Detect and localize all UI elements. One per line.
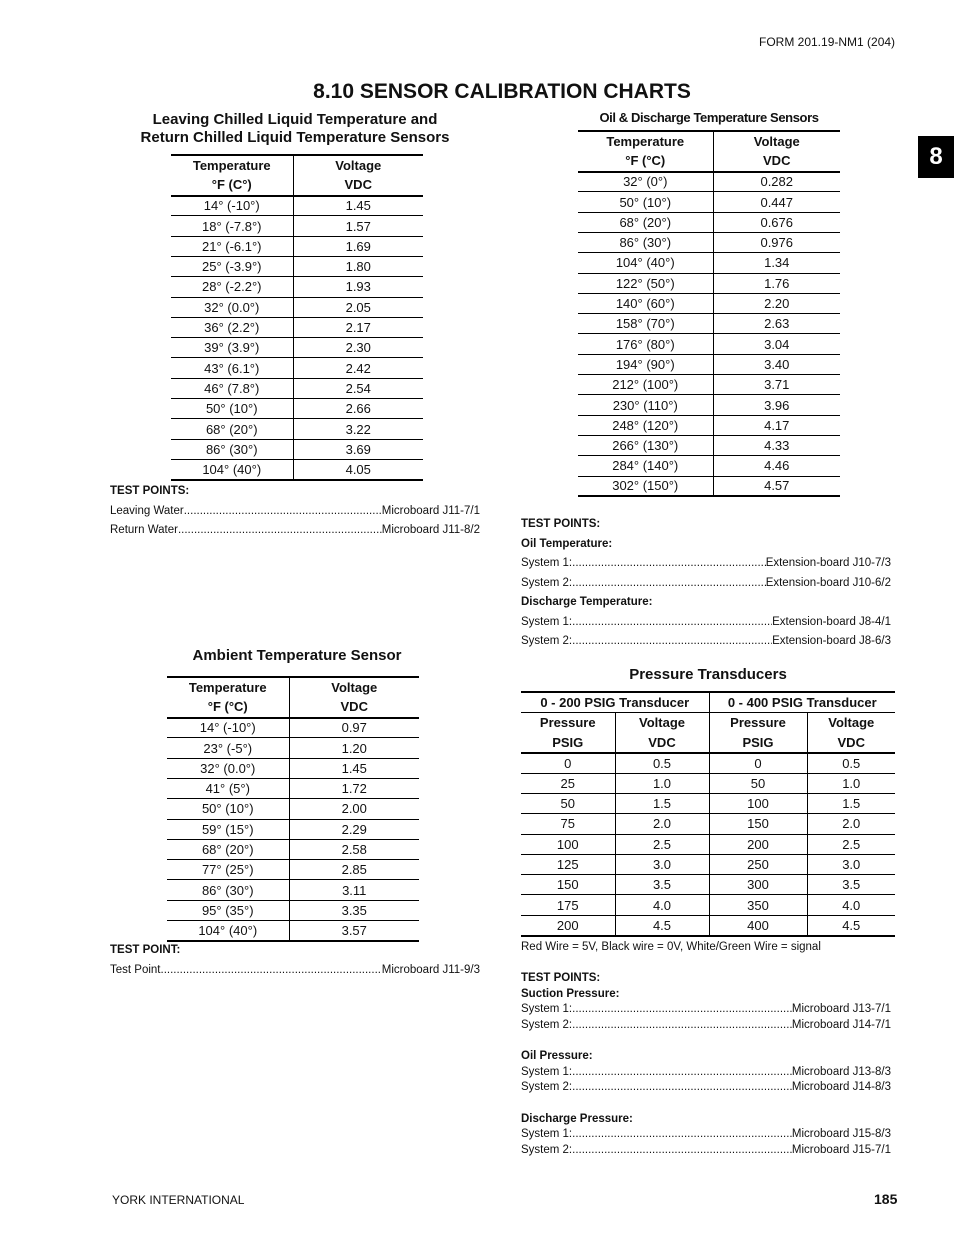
test-point-label: System 2: [521,635,573,647]
header-cell: PSIG [521,733,615,753]
table-cell: 21° (-6.1°) [171,236,293,256]
header-cell: Voltage [828,715,875,731]
test-point-label: System 2: [521,576,573,589]
test-point-label: Leaving Water [110,504,184,517]
table-row [171,459,423,479]
table-cell: 100 [709,793,807,813]
table-cell: 250 [709,854,807,874]
table-row [578,192,840,212]
group-label: Discharge Pressure: [521,1112,633,1125]
header-cell: VDC [713,151,840,171]
table-cell: 1.80 [293,256,423,276]
leaving-heading [110,111,480,147]
table-cell: 39° (3.9°) [171,338,293,358]
table-row [167,880,419,900]
table-cell: 3.69 [293,439,423,459]
table-cell: 2.0 [807,814,895,834]
group-label: Oil Pressure: [521,1050,593,1062]
table-cell: 0 [709,753,807,773]
group-header: 0 - 200 PSIG Transducer [521,692,709,712]
test-point-value: Microboard J13-7/1 [791,1003,891,1015]
test-point-value: Extension-board J10-6/2 [765,576,891,589]
header-cell: Temperature [171,155,293,175]
table-row [521,915,895,935]
table-cell: 1.5 [615,793,709,813]
header-cell: °F (°C) [167,697,289,717]
table-cell: 2.66 [293,399,423,419]
test-point-row [110,961,480,981]
header-cell: Voltage [293,155,423,175]
header-cell: VDC [615,733,709,753]
table-row [167,738,419,758]
table-cell: 0.447 [713,192,840,212]
pressure-group [521,987,891,1034]
table-cell: 1.93 [293,277,423,297]
test-point-value: Microboard J14-7/1 [791,1018,891,1031]
header-cell: Voltage [615,712,709,732]
oil-discharge-heading: Oil & Discharge Temperature Sensors [599,110,819,125]
test-point-value: Extension-board J8-4/1 [772,615,891,628]
table-cell: 77° (25°) [167,860,289,880]
table-row [578,354,840,374]
table-cell: 2.17 [293,317,423,337]
table-cell: 2.5 [615,834,709,854]
test-point-row [521,1018,891,1034]
table-cell: 175 [521,895,615,915]
leaving-heading-line2: Return Chilled Liquid Temperature Sensors [140,129,450,146]
table-cell: 0.97 [289,718,419,738]
table-row [578,415,840,435]
table-cell: 2.30 [293,338,423,358]
table-cell: 4.46 [713,456,840,476]
test-point-value: Microboard J15-7/1 [791,1143,891,1156]
table-cell: 4.17 [713,415,840,435]
table-row [578,232,840,252]
table-cell: 41° (5°) [167,778,289,798]
table-row [167,758,419,778]
table-cell: 14° (-10°) [167,718,289,738]
table-cell: 4.33 [713,435,840,455]
header-cell: VDC [289,697,419,717]
leaving-table [171,154,423,481]
leaving-test-points [110,482,480,541]
table-cell: 3.96 [713,395,840,415]
test-point-label: System 1: [521,615,573,628]
table-cell: 3.5 [615,875,709,895]
table-cell: 0.676 [713,212,840,232]
table-cell: 2.54 [293,378,423,398]
test-point-row [521,554,891,574]
table-cell: 284° (140°) [578,456,713,476]
table-cell: 212° (100°) [578,375,713,395]
table-row [521,773,895,793]
table-cell: 3.40 [713,354,840,374]
table-row [167,799,419,819]
ambient-heading: Ambient Temperature Sensor [192,647,402,664]
header-cell: °F (°C) [578,151,713,171]
test-point-label: System 1: [521,1003,573,1015]
footer-company: YORK INTERNATIONAL [112,1193,245,1207]
table-cell: 1.0 [615,773,709,793]
table-row [521,854,895,874]
pressure-heading: Pressure Transducers [629,666,787,683]
table-cell: 2.29 [289,819,419,839]
ambient-test-point [110,941,480,980]
table-row [578,395,840,415]
test-point-row [521,632,891,652]
table-cell: 18° (-7.8°) [171,216,293,236]
table-row [578,314,840,334]
table-cell: 43° (6.1°) [171,358,293,378]
table-cell: 150 [709,814,807,834]
table-cell: 3.57 [289,921,419,941]
table-cell: 200 [521,915,615,935]
table-row [167,718,419,738]
table-cell: 1.0 [807,773,895,793]
table-row [578,293,840,313]
oil-discharge-test-points [521,515,891,652]
table-row [578,456,840,476]
pressure-group [521,1049,891,1096]
table-row [521,834,895,854]
table-row [167,860,419,880]
table-cell: 4.5 [615,915,709,935]
leaving-table-body [171,196,423,480]
table-row [521,793,895,813]
test-point-row [521,1080,891,1096]
table-cell: 176° (80°) [578,334,713,354]
test-point-label: System 1: [521,1065,573,1078]
wire-note: Red Wire = 5V, Black wire = 0V, White/Green Wire = signal [521,941,821,953]
oil-discharge-table [578,130,840,497]
table-cell: 1.20 [289,738,419,758]
table-cell: 2.42 [293,358,423,378]
table-cell: 104° (40°) [167,921,289,941]
table-row [171,338,423,358]
table-cell: 14° (-10°) [171,196,293,216]
test-point-row [521,1065,891,1081]
test-point-label: System 2: [521,1081,573,1093]
table-cell: 2.20 [713,293,840,313]
table-cell: 1.76 [713,273,840,293]
table-row [521,753,895,773]
table-cell: 140° (60°) [578,293,713,313]
test-point-row [110,521,480,541]
table-cell: 1.34 [713,253,840,273]
test-point-label: System 2: [521,1018,573,1031]
test-point-value: Microboard J11-8/2 [381,524,480,536]
table-row [171,297,423,317]
table-row [171,358,423,378]
ambient-table [167,676,419,942]
test-point-row [521,1143,891,1159]
table-row [171,439,423,459]
table-cell: 0.282 [713,172,840,192]
table-cell: 3.0 [807,854,895,874]
table-cell: 1.72 [289,778,419,798]
test-points-label: TEST POINTS: [521,972,601,984]
pressure-table-body [521,753,895,936]
table-row [167,921,419,941]
table-row [578,172,840,192]
table-row [578,253,840,273]
table-cell: 1.5 [807,793,895,813]
table-cell: 86° (30°) [171,439,293,459]
group-label: Suction Pressure: [521,987,620,1000]
table-cell: 2.63 [713,314,840,334]
table-cell: 25 [521,773,615,793]
table-cell: 230° (110°) [578,395,713,415]
table-cell: 3.5 [807,875,895,895]
table-cell: 36° (2.2°) [171,317,293,337]
table-cell: 3.0 [615,854,709,874]
page-title: 8.10 SENSOR CALIBRATION CHARTS [313,80,691,103]
table-row [171,216,423,236]
test-point-value: Extension-board J10-7/3 [765,557,891,569]
table-cell: 122° (50°) [578,273,713,293]
table-cell: 32° (0.0°) [171,297,293,317]
table-cell: 0 [521,753,615,773]
table-row [171,236,423,256]
table-cell: 266° (130°) [578,435,713,455]
table-cell: 194° (90°) [578,354,713,374]
table-row [521,875,895,895]
table-cell: 248° (120°) [578,415,713,435]
table-cell: 104° (40°) [578,253,713,273]
table-cell: 75 [521,814,615,834]
header-cell: Temperature [578,131,713,151]
table-cell: 86° (30°) [578,232,713,252]
test-point-row [521,1127,891,1143]
table-cell: 32° (0°) [578,172,713,192]
test-point-value: Microboard J13-8/3 [791,1065,891,1078]
table-cell: 158° (70°) [578,314,713,334]
table-cell: 104° (40°) [171,459,293,479]
header-cell: °F (C°) [171,175,293,195]
table-row [171,277,423,297]
table-cell: 0.5 [807,753,895,773]
test-point-value: Microboard J15-8/3 [791,1128,891,1140]
table-row [521,814,895,834]
table-row [578,375,840,395]
table-cell: 4.5 [807,915,895,935]
table-row [578,273,840,293]
table-cell: 68° (20°) [167,839,289,859]
test-point-label: System 1: [521,1128,573,1140]
table-row [167,839,419,859]
table-cell: 23° (-5°) [167,738,289,758]
table-cell: 1.45 [293,196,423,216]
table-cell: 0.976 [713,232,840,252]
table-cell: 3.22 [293,419,423,439]
table-row [578,334,840,354]
table-cell: 2.0 [615,814,709,834]
table-row [167,819,419,839]
table-cell: 4.05 [293,459,423,479]
table-cell: 4.57 [713,476,840,496]
table-cell: 302° (150°) [578,476,713,496]
table-row [171,317,423,337]
group-header: 0 - 400 PSIG Transducer [709,692,895,712]
table-cell: 1.45 [289,758,419,778]
table-cell: 2.00 [289,799,419,819]
table-cell: 25° (-3.9°) [171,256,293,276]
table-cell: 50 [521,793,615,813]
test-point-value: Microboard J14-8/3 [791,1081,891,1093]
test-point-row [521,574,891,594]
test-points-label: TEST POINTS: [110,485,190,497]
test-point-row [110,502,480,522]
table-cell: 50° (10°) [171,399,293,419]
form-id: FORM 201.19-NM1 (204) [759,35,896,49]
header-cell: Voltage [289,677,419,697]
table-row [171,256,423,276]
table-cell: 300 [709,875,807,895]
test-point-label: TEST POINT: [110,944,181,956]
table-row [171,399,423,419]
table-row [171,419,423,439]
table-row [167,778,419,798]
discharge-temperature-label: Discharge Temperature: [521,596,653,608]
table-row [171,196,423,216]
table-row [167,900,419,920]
test-point-row [521,613,891,633]
header-cell: PSIG [709,733,807,753]
table-row [578,212,840,232]
table-cell: 50° (10°) [578,192,713,212]
table-cell: 150 [521,875,615,895]
test-point-value: Extension-board J8-6/3 [772,635,891,647]
table-cell: 125 [521,854,615,874]
table-cell: 68° (20°) [171,419,293,439]
table-cell: 3.35 [289,900,419,920]
section-tab: 8 [918,136,954,178]
table-cell: 50° (10°) [167,799,289,819]
test-points-label: TEST POINTS: [521,518,601,530]
table-cell: 200 [709,834,807,854]
table-cell: 3.11 [289,880,419,900]
table-cell: 4.0 [615,895,709,915]
table-cell: 0.5 [615,753,709,773]
test-point-label: Return Water [110,524,178,536]
pressure-test-points [521,971,891,1158]
table-cell: 86° (30°) [167,880,289,900]
table-cell: 2.85 [289,860,419,880]
header-cell: Pressure [709,712,807,732]
ambient-table-body [167,718,419,941]
table-cell: 1.69 [293,236,423,256]
table-cell: 95° (35°) [167,900,289,920]
table-cell: 2.58 [289,839,419,859]
table-row [171,378,423,398]
test-point-label: System 1: [521,557,573,569]
table-cell: 59° (15°) [167,819,289,839]
header-cell: VDC [293,175,423,195]
table-cell: 1.57 [293,216,423,236]
table-cell: 400 [709,915,807,935]
header-cell: Pressure [521,712,615,732]
header-cell: VDC [807,733,895,753]
test-point-value: Microboard J11-9/3 [381,963,480,976]
oil-discharge-table-body [578,172,840,497]
table-cell: 4.0 [807,895,895,915]
test-point-label: System 2: [521,1143,573,1156]
header-cell: Voltage [713,131,840,151]
table-row [521,895,895,915]
table-cell: 2.05 [293,297,423,317]
table-cell: 3.71 [713,375,840,395]
test-point-label: Test Point [110,963,161,976]
test-point-value: Microboard J11-7/1 [381,504,480,517]
table-cell: 100 [521,834,615,854]
header-cell: Temperature [167,677,289,697]
table-row [578,435,840,455]
pressure-table [521,691,895,937]
page-number: 185 [874,1191,898,1207]
test-point-row [521,1002,891,1018]
pressure-group [521,1112,891,1159]
table-cell: 350 [709,895,807,915]
table-cell: 2.5 [807,834,895,854]
oil-temperature-label: Oil Temperature: [521,537,613,550]
table-cell: 3.04 [713,334,840,354]
table-cell: 68° (20°) [578,212,713,232]
table-cell: 28° (-2.2°) [171,277,293,297]
leaving-heading-line1: Leaving Chilled Liquid Temperature and [152,111,438,128]
table-cell: 32° (0.0°) [167,758,289,778]
table-cell: 50 [709,773,807,793]
table-cell: 46° (7.8°) [171,378,293,398]
table-row [578,476,840,496]
